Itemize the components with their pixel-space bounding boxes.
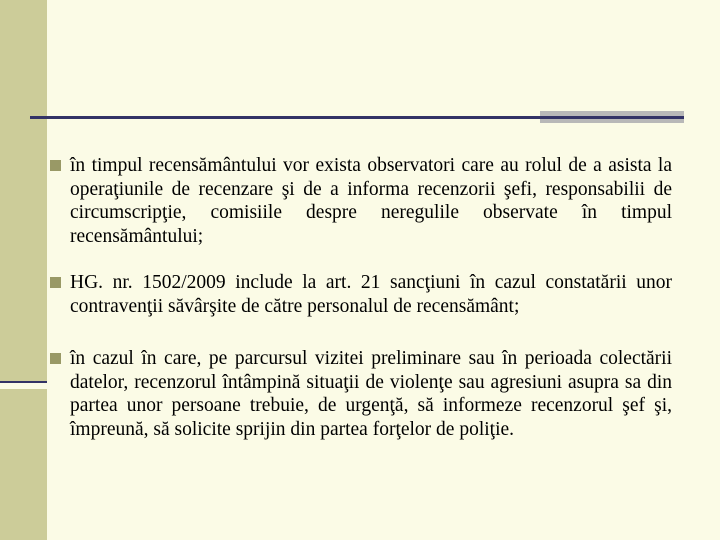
square-bullet-icon [50,277,61,288]
bullet-text: HG. nr. 1502/2009 include la art. 21 sancţiuni în cazul constatării unor contravenţii săvârşite de către personalul de recensământ; [70,272,672,317]
square-bullet-icon [50,353,61,364]
title-divider-rule [30,116,540,119]
bullet-item-sanctions [50,271,672,318]
left-band-gap [0,383,47,389]
left-decorative-band [0,0,47,540]
bullet-text: în timpul recensământului vor exista observatori care au rolul de a asista la operaţiunile de recenzare şi de a informa recenzorii şefi, responsabilii de circumscripţie, comisiile despre neregulile observate în timpul recensământului; [70,155,672,247]
bullet-text: în cazul în care, pe parcursul vizitei preliminare sau în perioada colectării datelor, recenzorul întâmpină situaţii de violenţe sau agresiuni asupra sa din partea unor persoane trebuie, de urgenţă, să informeze recenzorul şef şi, împreună, să solicite sprijin din partea forţelor de poliţie. [70,348,672,440]
slide-body [50,154,672,441]
square-bullet-icon [50,160,61,171]
bullet-item-violence [50,347,672,441]
title-divider-accent [540,111,684,123]
bullet-item-observers [50,154,672,248]
